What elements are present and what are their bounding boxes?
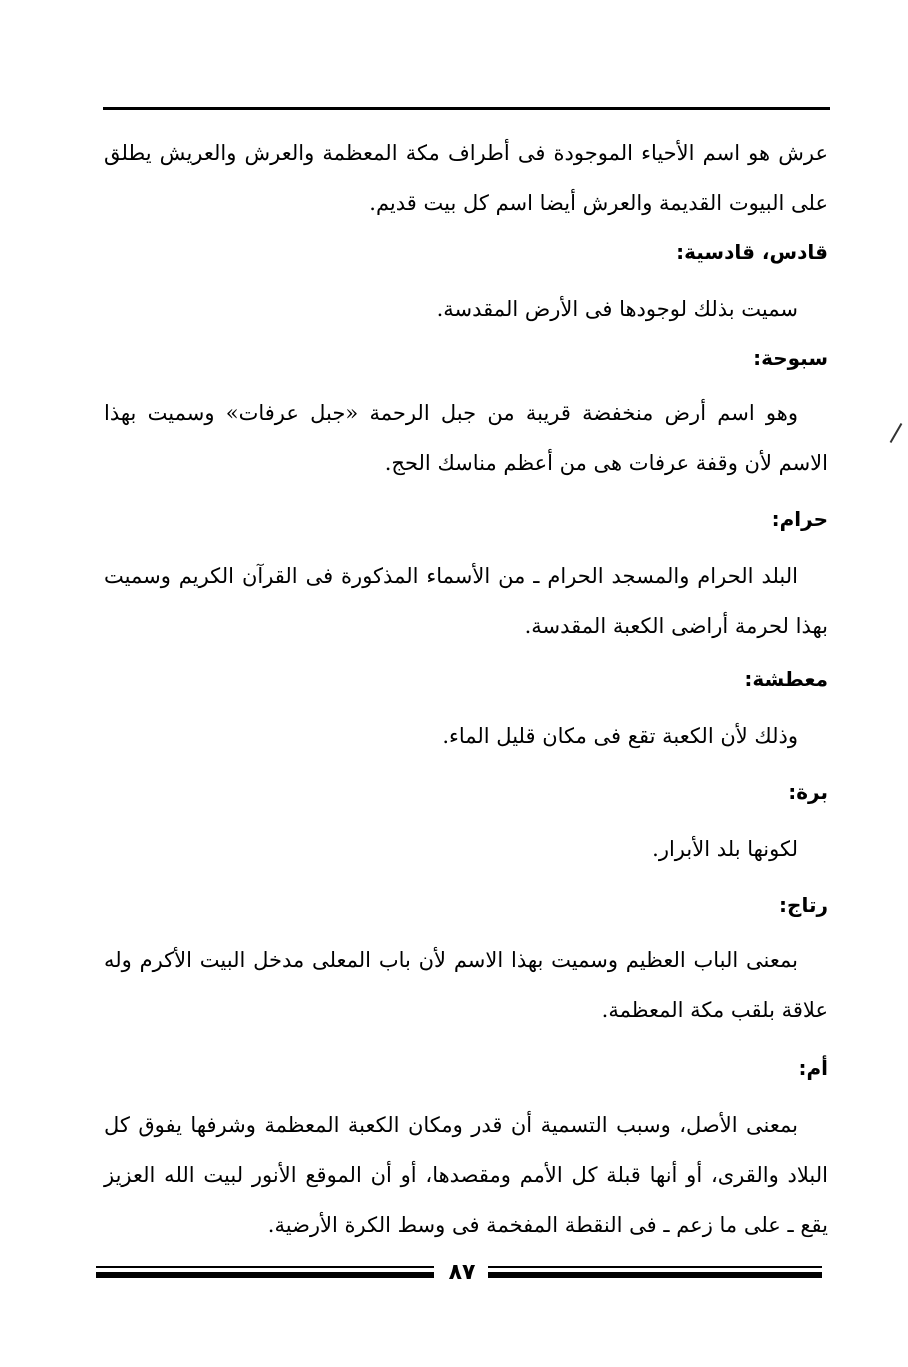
entry-heading: قادس، قادسية: — [676, 240, 828, 264]
entry-qadis — [104, 240, 828, 334]
margin-pen-mark — [890, 423, 903, 443]
entry-body: البلد الحرام والمسجد الحرام ـ من الأسماء المذكورة فى القرآن الكريم وسميت بهذا لحرمة أراضى الكعبة المقدسة. — [104, 564, 828, 638]
intro-block — [104, 128, 828, 228]
entry-heading: أم: — [798, 1056, 828, 1080]
entry-umm — [104, 1056, 828, 1250]
intro-paragraph: عرش هو اسم الأحياء الموجودة فى أطراف مكة المعظمة والعرش والعريش يطلق على البيوت القديمة والعرش أيضا اسم كل بيت قديم. — [104, 141, 828, 215]
entry-sabuha — [104, 346, 828, 488]
footer-rule-left — [96, 1266, 434, 1280]
header-rule — [103, 107, 830, 110]
entry-heading: برة: — [788, 780, 828, 804]
entry-body: لكونها بلد الأبرار. — [652, 837, 798, 861]
entry-barra — [104, 780, 828, 874]
entry-heading: حرام: — [771, 507, 828, 531]
entry-haram — [104, 507, 828, 651]
entry-heading: رتاج: — [779, 893, 828, 917]
page-number: ٨٧ — [448, 1260, 476, 1285]
entry-muatasha — [104, 667, 828, 761]
footer-rule-right — [488, 1266, 822, 1280]
page-footer — [96, 1262, 822, 1284]
entry-rataj — [104, 893, 828, 1035]
entry-body: وذلك لأن الكعبة تقع فى مكان قليل الماء. — [442, 724, 798, 748]
entry-body: بمعنى الأصل، وسبب التسمية أن قدر ومكان الكعبة المعظمة وشرفها يفوق كل البلاد والقرى، أو أنها قبلة كل الأمم ومقصدها، أو أن الموقع الأنور لبيت الله العزيز يقع ـ على ما زعم ـ فى النقطة المفخمة فى وسط الكرة الأرضية. — [104, 1113, 828, 1237]
entry-heading: معطشة: — [744, 667, 828, 691]
entry-body: بمعنى الباب العظيم وسميت بهذا الاسم لأن باب المعلى مدخل البيت الأكرم وله علاقة بلقب مكة المعظمة. — [104, 948, 828, 1022]
entry-body: وهو اسم أرض منخفضة قريبة من جبل الرحمة «جبل عرفات» وسميت بهذا الاسم لأن وقفة عرفات هى من أعظم مناسك الحج. — [104, 401, 828, 475]
entry-body: سميت بذلك لوجودها فى الأرض المقدسة. — [436, 297, 798, 321]
entry-heading: سبوحة: — [753, 346, 828, 370]
